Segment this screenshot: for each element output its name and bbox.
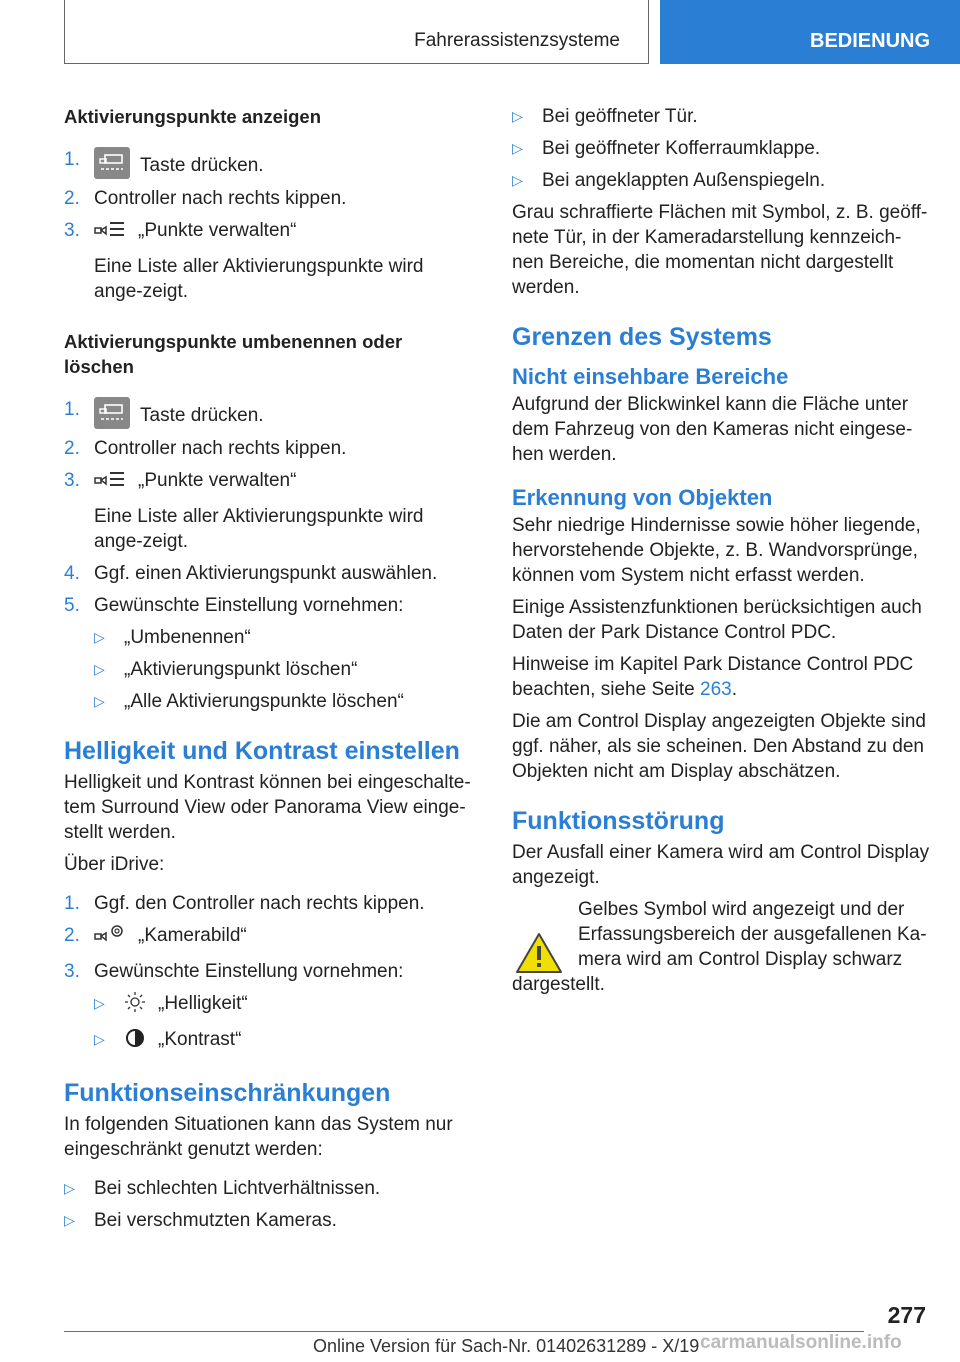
step-text: Ggf. einen Aktivierungspunkt auswählen. xyxy=(94,563,438,584)
item-text: Bei geöffneter Kofferraumklappe. xyxy=(542,138,821,159)
page-link-263[interactable]: 263 xyxy=(700,679,732,700)
step-text: Gewünschte Einstellung vornehmen: xyxy=(94,961,404,982)
brightness-step-2 xyxy=(64,923,476,952)
step-continuation: Eine Liste aller Aktivierungspunkte wird ange-zeigt. xyxy=(94,256,424,302)
step-text: „Kamerabild“ xyxy=(138,925,247,946)
brightness-step-1 xyxy=(64,891,476,916)
manage-points-icon xyxy=(94,470,126,497)
idrive-label: Über iDrive: xyxy=(64,854,165,875)
rename-step-3 xyxy=(64,468,476,554)
option-brightness xyxy=(94,991,476,1020)
option-text: „Kontrast“ xyxy=(158,1029,242,1050)
limits-title: Grenzen des Systems xyxy=(512,323,772,351)
step-text: Controller nach rechts kippen. xyxy=(94,188,347,209)
object-detection-title: Erkennung von Objekten xyxy=(512,485,773,510)
fault-body: Der Ausfall einer Kamera wird am Control Display angezeigt. xyxy=(512,842,930,888)
blind-areas-title: Nicht einsehbare Bereiche xyxy=(512,364,789,389)
triangle-bullet-icon: ▷ xyxy=(94,995,105,1011)
rename-step-4 xyxy=(64,561,476,586)
step-number: 5. xyxy=(64,595,80,616)
triangle-bullet-icon: ▷ xyxy=(512,140,523,156)
step-text: Taste drücken. xyxy=(140,405,264,426)
brightness-contrast-title: Helligkeit und Kontrast einstellen xyxy=(64,737,460,765)
camera-button-icon xyxy=(94,397,130,429)
triangle-bullet-icon: ▷ xyxy=(94,693,105,709)
camera-image-icon xyxy=(94,923,126,952)
step-text: Taste drücken. xyxy=(140,155,264,176)
fault-warning xyxy=(512,897,932,997)
triangle-bullet-icon: ▷ xyxy=(94,629,105,645)
triangle-bullet-icon: ▷ xyxy=(94,661,105,677)
restriction-item xyxy=(64,1208,476,1233)
detection-p3 xyxy=(512,652,932,702)
detection-p2: Einige Assistenzfunktionen berücksichtigen auch Daten der Park Distance Control PDC. xyxy=(512,597,922,643)
step-text: Gewünschte Einstellung vornehmen: xyxy=(94,595,404,616)
show-step-1 xyxy=(64,147,476,179)
brightness-step-3 xyxy=(64,959,476,984)
show-points-heading: Aktivierungspunkte anzeigen xyxy=(64,106,321,127)
warning-triangle-icon xyxy=(514,931,564,982)
restriction-item xyxy=(64,1176,476,1201)
brightness-body: Helligkeit und Kontrast können bei eingeschalte-tem Surround View oder Panorama View einge-stellt werden. xyxy=(64,772,471,843)
restrictions-body: In folgenden Situationen kann das System nur eingeschränkt genutzt werden: xyxy=(64,1114,453,1160)
step-number: 2. xyxy=(64,188,80,209)
option-text: „Helligkeit“ xyxy=(158,993,248,1014)
p3-tail: . xyxy=(731,679,738,700)
step-text: „Punkte verwalten“ xyxy=(138,220,297,241)
tab-label: BEDIENUNG xyxy=(810,30,931,52)
warning-text-tail: dargestellt. xyxy=(512,974,605,995)
step-text: Ggf. den Controller nach rechts kippen. xyxy=(94,893,425,914)
step-number: 3. xyxy=(64,961,80,982)
triangle-bullet-icon: ▷ xyxy=(512,108,523,124)
rename-step-5 xyxy=(64,593,476,618)
restrictions-title: Funktionseinschränkungen xyxy=(64,1079,391,1107)
warning-text: Gelbes Symbol wird angezeigt und der Erfassungsbereich der ausgefallenen Ka-mera wird am Control Display schwarz xyxy=(578,899,927,970)
rename-step-2 xyxy=(64,436,476,461)
item-text: Bei angeklappten Außenspiegeln. xyxy=(542,170,826,191)
detection-p1: Sehr niedrige Hindernisse sowie höher liegende, hervorstehende Objekte, z. B. Wandvorsprünge, können vom System nicht erfasst werden. xyxy=(512,515,921,586)
option-text: „Umbenennen“ xyxy=(124,627,251,648)
option-text: „Alle Aktivierungspunkte löschen“ xyxy=(124,691,404,712)
option-rename xyxy=(94,625,476,650)
online-version-text: Online Version für Sach-Nr. 01402631289 - X/19 xyxy=(313,1336,700,1356)
step-number: 4. xyxy=(64,563,80,584)
right-column xyxy=(512,104,932,997)
tab-bedienung[interactable] xyxy=(660,0,960,64)
option-delete-point xyxy=(94,657,476,682)
manage-points-icon xyxy=(94,220,126,247)
item-text: Bei verschmutzten Kameras. xyxy=(94,1210,337,1231)
show-step-3 xyxy=(64,218,476,304)
triangle-bullet-icon: ▷ xyxy=(512,172,523,188)
option-contrast xyxy=(94,1027,476,1056)
option-text: „Aktivierungspunkt löschen“ xyxy=(124,659,358,680)
triangle-bullet-icon: ▷ xyxy=(64,1180,75,1196)
step-number: 2. xyxy=(64,438,80,459)
step-continuation: Eine Liste aller Aktivierungspunkte wird ange-zeigt. xyxy=(94,506,424,552)
contrast-icon xyxy=(124,1027,146,1056)
step-number: 1. xyxy=(64,149,80,170)
step-number: 3. xyxy=(64,470,80,491)
section-title: Fahrerassistenzsysteme xyxy=(414,30,620,51)
step-number: 3. xyxy=(64,220,80,241)
left-column xyxy=(64,104,476,1240)
step-text: Controller nach rechts kippen. xyxy=(94,438,347,459)
fault-title: Funktionsstörung xyxy=(512,807,725,835)
step-number: 1. xyxy=(64,399,80,420)
option-delete-all xyxy=(94,689,476,714)
step-text: „Punkte verwalten“ xyxy=(138,470,297,491)
item-text: Bei schlechten Lichtverhältnissen. xyxy=(94,1178,381,1199)
triangle-bullet-icon: ▷ xyxy=(64,1212,75,1228)
rename-step-1 xyxy=(64,397,476,429)
show-step-2 xyxy=(64,186,476,211)
page-number: 277 xyxy=(887,1302,926,1328)
restriction-item xyxy=(512,136,932,161)
item-text: Bei geöffneter Tür. xyxy=(542,106,698,127)
brightness-icon xyxy=(124,991,146,1020)
camera-button-icon xyxy=(94,147,130,179)
restriction-item xyxy=(512,168,932,193)
step-number: 1. xyxy=(64,893,80,914)
restriction-item xyxy=(512,104,932,129)
blind-areas-body: Aufgrund der Blickwinkel kann die Fläche unter dem Fahrzeug von den Kameras nicht eingese-hen werden. xyxy=(512,394,913,465)
rename-points-heading: Aktivierungspunkte umbenennen oder löschen xyxy=(64,331,403,377)
watermark: carmanualsonline.info xyxy=(700,1332,902,1353)
detection-p4: Die am Control Display angezeigten Objekte sind ggf. näher, als sie scheinen. Den Abstand zu den Objekten nicht am Display abschätzen. xyxy=(512,711,926,782)
triangle-bullet-icon: ▷ xyxy=(94,1031,105,1047)
step-number: 2. xyxy=(64,925,80,946)
hatch-description: Grau schraffierte Flächen mit Symbol, z. B. geöff-nete Tür, in der Kameradarstellung kennzeich-nen Bereiche, die momentan nicht dargestellt werden. xyxy=(512,202,928,298)
p3-text: Hinweise im Kapitel Park Distance Control PDC beachten, siehe Seite xyxy=(512,654,914,700)
